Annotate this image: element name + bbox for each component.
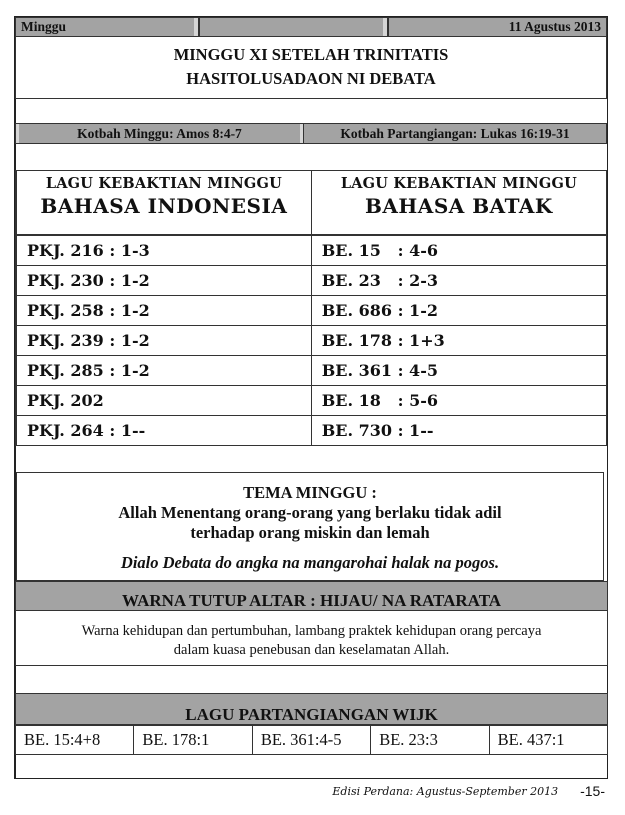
hymn-batak: BE. 23 : 2-3 xyxy=(311,265,606,295)
edition-label: Edisi Perdana: Agustus-September 2013 xyxy=(332,784,559,798)
hymn-batak: BE. 361 : 4-5 xyxy=(311,355,606,385)
theme-line-2: terhadap orang miskin dan lemah xyxy=(190,523,430,542)
title-line-1: MINGGU XI SETELAH TRINITATIS xyxy=(173,45,449,64)
theme-box xyxy=(16,472,604,581)
wijk-hymn: BE. 178:1 xyxy=(134,726,252,754)
altar-color-heading: WARNA TUTUP ALTAR : HIJAU/ NA RATARATA xyxy=(15,581,608,611)
table-row xyxy=(16,325,607,355)
table-row xyxy=(16,415,607,445)
day-label: Minggu xyxy=(16,18,198,36)
header-indonesia-line2: BAHASA INDONESIA xyxy=(40,194,288,218)
table-row xyxy=(16,385,607,415)
wijk-heading: LAGU PARTANGIANGAN WIJK xyxy=(15,693,608,725)
sunday-title xyxy=(15,37,607,99)
theme-batak: Dialo Debata do angka na mangarohai halak na pogos. xyxy=(120,553,500,572)
wijk-hymn: BE. 361:4-5 xyxy=(253,726,371,754)
table-row xyxy=(16,355,607,385)
sermon-bar xyxy=(15,123,607,144)
hymn-indonesia: PKJ. 264 : 1-- xyxy=(16,415,311,445)
table-row xyxy=(16,265,607,295)
theme-line-1: Allah Menentang orang-orang yang berlaku tidak adil xyxy=(118,503,502,522)
header-indonesia-line1: LAGU KEBAKTIAN MINGGU xyxy=(45,175,282,192)
wijk-hymn: BE. 437:1 xyxy=(497,730,565,749)
header-bar xyxy=(15,17,607,37)
wijk-hymn-row xyxy=(15,725,608,755)
sermon-minggu: Kotbah Minggu: Amos 8:4-7 xyxy=(16,124,303,143)
hymn-batak: BE. 18 : 5-6 xyxy=(311,385,606,415)
sermon-partangiangan: Kotbah Partangiangan: Lukas 16:19-31 xyxy=(303,124,606,143)
hymn-indonesia: PKJ. 285 : 1-2 xyxy=(16,355,311,385)
table-row xyxy=(16,235,607,265)
header-middle-cell xyxy=(201,18,387,36)
hymn-batak: BE. 730 : 1-- xyxy=(311,415,606,445)
altar-desc-line-1: Warna kehidupan dan pertumbuhan, lambang praktek kehidupan orang percaya xyxy=(81,623,542,639)
hymn-indonesia: PKJ. 216 : 1-3 xyxy=(16,235,311,265)
page-footer xyxy=(332,783,605,799)
hymn-table-header xyxy=(16,171,607,236)
page-number: -15- xyxy=(580,783,605,799)
header-indonesia xyxy=(16,171,311,236)
hymn-batak: BE. 178 : 1+3 xyxy=(311,325,606,355)
table-row xyxy=(16,295,607,325)
altar-description xyxy=(15,611,608,666)
title-line-2: HASITOLUSADAON NI DEBATA xyxy=(186,69,436,88)
hymn-indonesia: PKJ. 258 : 1-2 xyxy=(16,295,311,325)
hymn-batak: BE. 686 : 1-2 xyxy=(311,295,606,325)
header-batak-line2: BAHASA BATAK xyxy=(364,194,553,218)
wijk-hymn: BE. 15:4+8 xyxy=(16,726,134,754)
wijk-hymn: BE. 23:3 xyxy=(371,726,489,754)
hymn-table xyxy=(15,170,607,446)
theme-heading: TEMA MINGGU : xyxy=(243,483,377,502)
hymn-batak: BE. 15 : 4-6 xyxy=(311,235,606,265)
date-label: 11 Agustus 2013 xyxy=(508,19,601,34)
hymn-indonesia: PKJ. 202 xyxy=(16,385,311,415)
hymn-indonesia: PKJ. 230 : 1-2 xyxy=(16,265,311,295)
header-batak xyxy=(311,171,606,236)
hymn-indonesia: PKJ. 239 : 1-2 xyxy=(16,325,311,355)
altar-desc-line-2: dalam kuasa penebusan dan keselamatan Allah. xyxy=(173,642,450,658)
header-batak-line1: LAGU KEBAKTIAN MINGGU xyxy=(340,175,577,192)
